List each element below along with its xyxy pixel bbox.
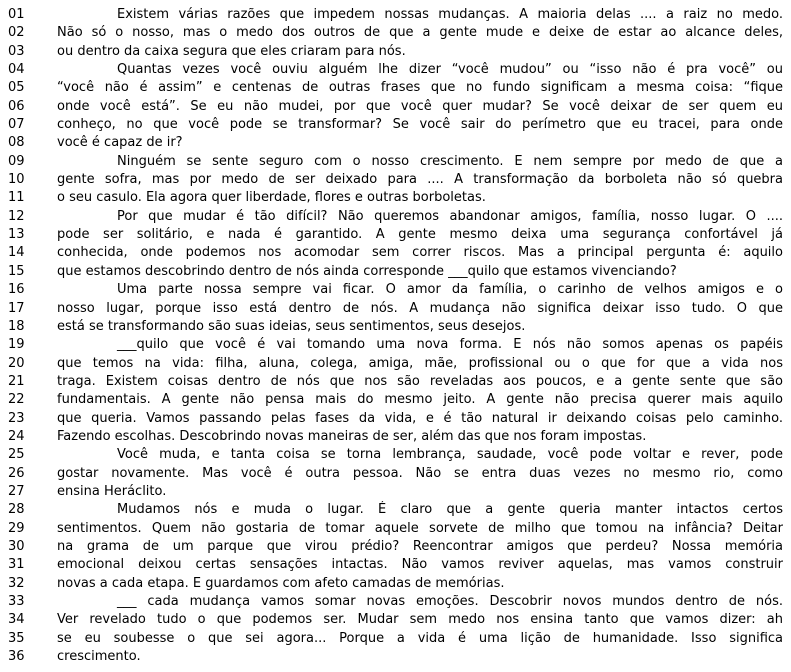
line-text: gostar novamente. Mas você é outra pessoa. Não se entra duas vezes no mesmo rio, como [57,465,783,481]
text-line [8,391,783,409]
text-line [8,281,783,299]
line-number: 33 [8,594,25,609]
line-text: Ver revelado tudo o que podemos ser. Mudar sem medo nos ensina tanto que vamos dizer: ah [57,612,783,628]
text-line [8,116,783,134]
text-line [8,593,783,611]
line-text: conhecida, onde podemos nos acomodar sem correr riscos. Mas a principal pergunta é: aquilo [57,245,783,261]
text-line [8,300,783,318]
text-line [8,263,783,281]
line-text: Quantas vezes você ouviu alguém lhe dizer “você mudou” ou “isso não é pra você” ou [117,62,783,78]
text-line [8,208,783,226]
line-number: 15 [8,263,25,279]
line-text: traga. Existem coisas dentro de nós que nos são reveladas aos poucos, e a gente sente que são [57,373,783,389]
line-text: ou dentro da caixa segura que eles criaram para nós. [57,43,406,59]
line-number: 30 [8,538,25,554]
line-number: 07 [8,117,25,133]
text-line [8,611,783,629]
text-line [8,520,783,538]
line-number: 29 [8,520,25,536]
text-line [8,318,783,336]
text-line [8,24,783,42]
line-number: 21 [8,373,25,389]
line-number: 31 [8,557,25,573]
line-text: pode ser solitário, e nada é garantido. A gente mesmo deixa uma segurança confortável já [57,227,783,243]
text-line [8,79,783,97]
text-line [8,501,783,519]
line-text: ___quilo que você é vai tomando uma nova forma. E nós não somos apenas os papéis [117,337,783,353]
line-text: você é capaz de ir? [57,135,183,151]
line-number: 14 [8,245,25,261]
line-text: Fazendo escolhas. Descobrindo novas maneiras de ser, além das que nos foram impostas. [57,428,647,444]
line-text: “você não é assim” e centenas de outras frases que no fundo significam a mesma coisa: “fique [57,80,783,96]
line-number: 35 [8,630,25,646]
line-text: que temos na vida: filha, aluna, colega, amiga, mãe, profissional ou o que for que a vida nos [57,355,783,371]
line-number: 24 [8,428,25,444]
line-number: 12 [8,208,25,224]
line-number: 17 [8,300,25,316]
line-number: 23 [8,410,25,426]
line-number: 36 [8,649,25,665]
text-line [8,43,783,61]
line-text: Uma parte nossa sempre vai ficar. O amor da família, o carinho de velhos amigos e o [117,282,783,298]
line-text: fundamentais. A gente não pensa mais do mesmo jeito. A gente não precisa querer mais aquilo [57,392,783,408]
text-line [8,6,783,24]
line-number: 16 [8,282,25,298]
line-text: nosso lugar, porque isso está dentro de nós. A mudança não significa deixar isso tudo. O que [57,300,783,316]
text-line [8,373,783,391]
text-line [8,483,783,501]
line-text: gente sofra, mas por medo de ser deixado para .... A transformação da borboleta não só quebra [57,172,783,188]
line-number: 06 [8,98,25,114]
line-number: 27 [8,483,25,499]
text-line [8,61,783,79]
line-number: 01 [8,7,25,22]
line-text: conheço, no que você pode se transformar? Se você sair do perímetro que eu tracei, para onde [57,117,783,133]
line-text: que queria. Vamos passando pelas fases da vida, e é tão natural ir deixando coisas pelo caminho. [57,410,783,426]
text-line [8,446,783,464]
text-line [8,244,783,262]
line-number: 03 [8,43,25,59]
text-line [8,355,783,373]
text-line [8,153,783,171]
line-number: 08 [8,135,25,151]
text-line [8,134,783,152]
line-number: 32 [8,575,25,591]
text-line [8,226,783,244]
line-number: 34 [8,612,25,628]
line-number: 05 [8,80,25,96]
text-line [8,465,783,483]
text-line [8,556,783,574]
line-text: ensina Heráclito. [57,483,167,499]
line-text: emocional deixou certas sensações intactas. Não vamos reviver aquelas, mas vamos construir [57,557,783,573]
line-number: 04 [8,62,25,78]
text-line [8,410,783,428]
text-line [8,428,783,446]
line-number: 13 [8,227,25,243]
line-text: Mudamos nós e muda o lugar. É claro que a gente queria manter intactos certos [117,502,783,518]
line-text: sentimentos. Quem não gostaria de tomar aquele sorvete de milho que tomou na infância? Deitar [57,520,783,536]
line-number: 28 [8,502,25,518]
line-number: 19 [8,337,25,353]
line-text: Existem várias razões que impedem nossas mudanças. A maioria delas .... a raiz no medo. [117,7,783,22]
line-text: Não só o nosso, mas o medo dos outros de que a gente mude e deixe de estar ao alcance deles, [57,25,783,41]
text-line [8,630,783,648]
line-text: que estamos descobrindo dentro de nós ainda corresponde ___quilo que estamos vivenciando? [57,263,677,279]
line-text: na grama de um parque que virou prédio? Reencontrar amigos que perdeu? Nossa memória [57,538,783,554]
line-text: se eu soubesse o que sei agora... Porque a vida é uma lição de humanidade. Isso significa [57,630,783,646]
line-text: Você muda, e tanta coisa se torna lembrança, saudade, você pode voltar e rever, pode [117,447,783,463]
line-text: está se transformando são suas ideias, seus sentimentos, seus desejos. [57,318,526,334]
line-text: Ninguém se sente seguro com o nosso crescimento. E nem sempre por medo de que a [117,153,783,169]
line-number: 26 [8,465,25,481]
line-number: 20 [8,355,25,371]
text-line [8,575,783,593]
line-number: 11 [8,190,25,206]
line-text: Por que mudar é tão difícil? Não queremos abandonar amigos, família, nosso lugar. O .... [117,208,783,224]
line-number: 25 [8,447,25,463]
line-text: ___ cada mudança vamos somar novas emoções. Descobrir novos mundos dentro de nós. [117,594,783,609]
line-text: novas a cada etapa. E guardamos com afeto camadas de memórias. [57,575,505,591]
line-text: crescimento. [57,649,141,665]
line-text: o seu casulo. Ela agora quer liberdade, flores e outras borboletas. [57,190,486,206]
text-lines [8,6,783,666]
line-number: 02 [8,25,25,41]
text-line [8,171,783,189]
text-line [8,648,783,666]
text-line [8,538,783,556]
line-number: 10 [8,172,25,188]
line-number: 18 [8,318,25,334]
text-line [8,336,783,354]
text-line [8,98,783,116]
text-line [8,189,783,207]
line-number: 09 [8,153,25,169]
line-text: onde você está”. Se eu não mudei, por que você quer mudar? Se você deixar de ser quem eu [57,98,783,114]
line-number: 22 [8,392,25,408]
